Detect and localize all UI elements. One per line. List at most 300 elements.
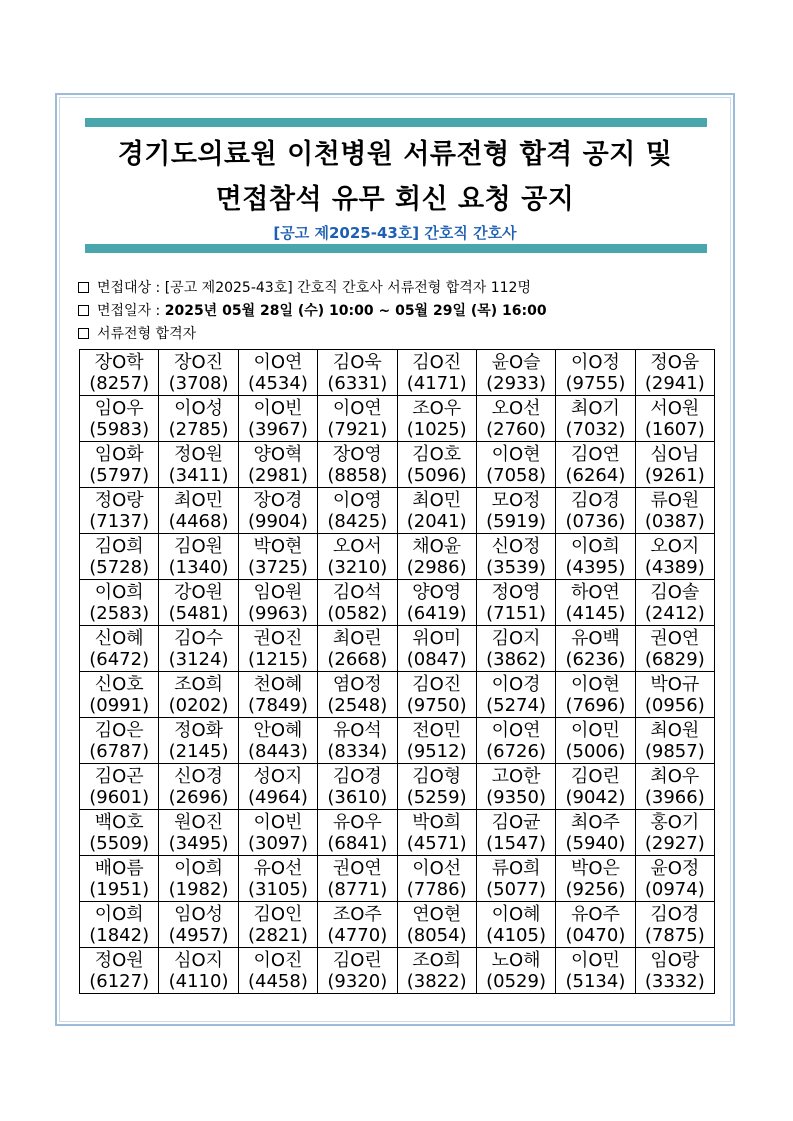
applicant-cell: [635, 534, 714, 580]
table-row: [80, 350, 715, 396]
applicant-cell: [238, 442, 317, 488]
applicant-cell: [80, 580, 159, 626]
applicant-cell: [80, 350, 159, 396]
applicant-name: 이O혜: [491, 903, 541, 925]
applicant-code: (6331): [327, 372, 388, 394]
table-row: [80, 856, 715, 902]
applicant-name: 권O진: [253, 627, 303, 649]
applicant-name: 최O주: [570, 811, 620, 833]
applicant-name: 이O빈: [253, 811, 303, 833]
applicant-cell: [397, 948, 476, 994]
applicant-name: 이O성: [174, 397, 224, 419]
applicant-cell: [80, 534, 159, 580]
applicant-cell: [397, 580, 476, 626]
table-row: [80, 764, 715, 810]
applicant-name: 이O민: [570, 719, 620, 741]
applicant-code: (2412): [644, 602, 705, 624]
applicant-name: 최O원: [650, 719, 700, 741]
applicant-code: (9512): [406, 740, 467, 762]
applicant-cell: [318, 626, 397, 672]
applicant-code: (9750): [406, 694, 467, 716]
applicant-code: (0736): [565, 510, 626, 532]
applicant-cell: [476, 350, 555, 396]
applicant-code: (8443): [248, 740, 308, 762]
applicant-code: (2041): [406, 510, 467, 532]
applicant-cell: [476, 764, 555, 810]
table-row: [80, 488, 715, 534]
applicant-cell: [80, 810, 159, 856]
applicant-code: (8334): [327, 740, 388, 762]
applicant-cell: [397, 856, 476, 902]
table-row: [80, 810, 715, 856]
applicant-name: 최O우: [650, 765, 700, 787]
info-interview-date: [78, 302, 547, 320]
applicant-name: 김O욱: [332, 351, 382, 373]
applicant-name: 성O지: [253, 765, 303, 787]
applicant-code: (3967): [248, 418, 308, 440]
applicant-code: (0387): [644, 510, 705, 532]
applicant-code: (1607): [644, 418, 705, 440]
applicant-cell: [476, 902, 555, 948]
applicant-cell: [476, 396, 555, 442]
applicant-code: (4105): [486, 924, 546, 946]
applicant-cell: [318, 580, 397, 626]
applicant-code: (4145): [565, 602, 626, 624]
applicant-code: (2668): [327, 648, 388, 670]
applicant-name: 연O현: [412, 903, 462, 925]
applicants-table: [79, 349, 715, 994]
applicant-name: 김O솔: [650, 581, 700, 603]
applicant-cell: [635, 764, 714, 810]
table-row: [80, 948, 715, 994]
applicant-cell: [476, 626, 555, 672]
applicant-cell: [238, 902, 317, 948]
applicant-name: 정O원: [174, 443, 224, 465]
applicant-name: 모O정: [491, 489, 541, 511]
applicant-cell: [159, 718, 238, 764]
applicant-code: (5940): [565, 832, 626, 854]
applicant-code: (3105): [248, 878, 308, 900]
applicant-code: (9857): [644, 740, 705, 762]
table-row: [80, 902, 715, 948]
applicant-name: 김O린: [332, 949, 382, 971]
applicant-name: 이O현: [570, 673, 620, 695]
applicant-name: 윤O정: [650, 857, 700, 879]
applicant-cell: [238, 948, 317, 994]
applicant-name: 정O움: [650, 351, 700, 373]
applicant-cell: [397, 718, 476, 764]
applicant-code: (9963): [248, 602, 308, 624]
applicant-cell: [318, 672, 397, 718]
applicant-code: (3862): [486, 648, 546, 670]
applicant-name: 이O경: [491, 673, 541, 695]
applicant-cell: [238, 764, 317, 810]
applicant-cell: [556, 350, 635, 396]
applicant-name: 임O우: [94, 397, 144, 419]
applicant-name: 정O랑: [94, 489, 144, 511]
applicant-name: 염O정: [332, 673, 382, 695]
applicant-cell: [635, 442, 714, 488]
applicant-cell: [635, 350, 714, 396]
applicant-code: (2986): [406, 556, 467, 578]
applicant-code: (9601): [89, 786, 150, 808]
applicant-cell: [397, 902, 476, 948]
applicant-cell: [80, 902, 159, 948]
applicant-cell: [397, 350, 476, 396]
applicant-code: (6127): [89, 970, 150, 992]
table-row: [80, 672, 715, 718]
applicant-name: 박O은: [570, 857, 620, 879]
applicant-cell: [80, 626, 159, 672]
applicant-name: 조O희: [412, 949, 462, 971]
applicant-cell: [80, 396, 159, 442]
checkbox-square-icon: [78, 328, 89, 339]
applicant-code: (7875): [644, 924, 705, 946]
applicant-code: (2933): [486, 372, 546, 394]
applicant-code: (9755): [565, 372, 626, 394]
applicant-name: 김O진: [412, 351, 462, 373]
applicant-cell: [238, 718, 317, 764]
applicant-code: (5481): [168, 602, 229, 624]
applicant-name: 배O름: [94, 857, 144, 879]
applicant-cell: [238, 488, 317, 534]
applicant-cell: [159, 442, 238, 488]
applicant-code: (5983): [89, 418, 150, 440]
checkbox-square-icon: [78, 305, 89, 316]
applicant-name: 김O석: [332, 581, 382, 603]
applicant-code: (6787): [89, 740, 150, 762]
applicant-code: (1547): [486, 832, 546, 854]
applicant-code: (9904): [248, 510, 308, 532]
applicant-cell: [556, 534, 635, 580]
applicant-name: 신O호: [94, 673, 144, 695]
applicant-code: (6264): [565, 464, 626, 486]
applicant-code: (6726): [486, 740, 546, 762]
applicant-code: (5728): [89, 556, 150, 578]
applicant-name: 류O희: [491, 857, 541, 879]
applicant-code: (2927): [644, 832, 705, 854]
applicant-cell: [80, 672, 159, 718]
applicant-cell: [556, 902, 635, 948]
applicant-code: (9256): [565, 878, 626, 900]
applicant-name: 조O희: [174, 673, 224, 695]
applicant-name: 장O경: [253, 489, 303, 511]
applicant-name: 김O진: [412, 673, 462, 695]
applicant-code: (2821): [248, 924, 308, 946]
applicant-name: 이O진: [253, 949, 303, 971]
applicant-cell: [556, 396, 635, 442]
applicant-cell: [80, 442, 159, 488]
applicant-cell: [556, 856, 635, 902]
applicant-cell: [318, 350, 397, 396]
applicant-name: 이O연: [491, 719, 541, 741]
applicant-cell: [238, 626, 317, 672]
applicant-cell: [318, 534, 397, 580]
applicant-code: (7151): [486, 602, 546, 624]
info-interview-target: [78, 279, 531, 297]
applicant-cell: [635, 580, 714, 626]
applicant-name: 서O원: [650, 397, 700, 419]
applicant-name: 노O해: [491, 949, 541, 971]
applicant-name: 이O희: [174, 857, 224, 879]
applicant-name: 양O혁: [253, 443, 303, 465]
applicant-cell: [476, 948, 555, 994]
applicant-cell: [635, 488, 714, 534]
applicant-code: (4110): [168, 970, 229, 992]
applicant-cell: [159, 764, 238, 810]
applicant-name: 백O호: [94, 811, 144, 833]
applicant-cell: [238, 350, 317, 396]
applicant-code: (0847): [406, 648, 467, 670]
table-row: [80, 580, 715, 626]
applicant-cell: [397, 764, 476, 810]
applicant-cell: [556, 442, 635, 488]
applicant-code: (4534): [248, 372, 308, 394]
applicant-name: 강O원: [174, 581, 224, 603]
applicant-cell: [80, 718, 159, 764]
applicant-code: (1025): [406, 418, 467, 440]
applicant-name: 최O린: [332, 627, 382, 649]
applicant-cell: [238, 580, 317, 626]
title-bar-bottom: [85, 244, 707, 253]
applicant-name: 신O경: [174, 765, 224, 787]
table-row: [80, 534, 715, 580]
applicant-cell: [159, 626, 238, 672]
applicant-code: (4964): [248, 786, 308, 808]
applicant-name: 김O수: [174, 627, 224, 649]
applicant-code: (9350): [486, 786, 546, 808]
applicant-cell: [159, 534, 238, 580]
applicant-name: 홍O기: [650, 811, 700, 833]
info-label: 면접일자 :: [97, 303, 161, 319]
applicant-name: 이O선: [412, 857, 462, 879]
applicant-cell: [159, 488, 238, 534]
applicant-cell: [159, 580, 238, 626]
applicant-cell: [238, 810, 317, 856]
applicant-name: 장O학: [94, 351, 144, 373]
applicant-name: 이O민: [570, 949, 620, 971]
applicant-name: 김O균: [491, 811, 541, 833]
applicant-cell: [80, 856, 159, 902]
applicant-name: 김O은: [94, 719, 144, 741]
applicant-name: 이O희: [94, 581, 144, 603]
applicant-cell: [556, 488, 635, 534]
applicant-code: (4468): [168, 510, 229, 532]
applicant-code: (3822): [406, 970, 467, 992]
applicant-name: 최O민: [174, 489, 224, 511]
applicant-code: (1951): [89, 878, 150, 900]
applicant-code: (3097): [248, 832, 308, 854]
applicant-name: 김O경: [570, 489, 620, 511]
applicant-name: 윤O슬: [491, 351, 541, 373]
applicant-name: 이O빈: [253, 397, 303, 419]
applicant-code: (2548): [327, 694, 388, 716]
table-row: [80, 626, 715, 672]
applicant-cell: [80, 488, 159, 534]
applicant-name: 하O연: [570, 581, 620, 603]
applicant-code: (7696): [565, 694, 626, 716]
applicant-name: 정O영: [491, 581, 541, 603]
applicant-name: 장O영: [332, 443, 382, 465]
applicant-code: (3725): [248, 556, 308, 578]
applicant-code: (7032): [565, 418, 626, 440]
notice-subtitle: [공고 제2025-43호] 간호직 간호사: [273, 224, 517, 242]
info-passed-applicants: [78, 325, 196, 343]
applicant-code: (9261): [644, 464, 705, 486]
applicant-code: (0956): [644, 694, 705, 716]
applicant-name: 유O주: [570, 903, 620, 925]
applicant-cell: [635, 948, 714, 994]
info-label: 서류전형 합격자: [97, 326, 197, 342]
applicant-name: 오O지: [650, 535, 700, 557]
applicant-code: (7137): [89, 510, 150, 532]
applicant-cell: [318, 902, 397, 948]
applicant-code: (1215): [248, 648, 308, 670]
info-value: 2025년 05월 28일 (수) 10:00 ~ 05월 29일 (목) 16:00: [164, 303, 547, 319]
applicant-name: 김O형: [412, 765, 462, 787]
applicant-cell: [556, 948, 635, 994]
applicant-name: 김O호: [412, 443, 462, 465]
applicant-cell: [238, 856, 317, 902]
applicant-name: 이O연: [332, 397, 382, 419]
applicant-code: (4957): [168, 924, 229, 946]
applicant-code: (1340): [168, 556, 229, 578]
applicant-code: (5919): [486, 510, 546, 532]
applicant-code: (6419): [406, 602, 467, 624]
applicant-name: 유O선: [253, 857, 303, 879]
table-row: [80, 718, 715, 764]
applicant-code: (1842): [89, 924, 150, 946]
title-bar-top: [85, 118, 707, 127]
applicant-cell: [159, 856, 238, 902]
applicant-cell: [397, 396, 476, 442]
applicant-code: (4571): [406, 832, 467, 854]
applicant-cell: [556, 672, 635, 718]
applicant-name: 조O주: [332, 903, 382, 925]
applicant-name: 김O곤: [94, 765, 144, 787]
applicant-name: 최O민: [412, 489, 462, 511]
applicant-name: 김O경: [332, 765, 382, 787]
applicant-cell: [318, 442, 397, 488]
applicant-name: 원O진: [174, 811, 224, 833]
table-row: [80, 442, 715, 488]
applicant-cell: [159, 672, 238, 718]
applicant-name: 임O원: [253, 581, 303, 603]
checkbox-square-icon: [78, 282, 89, 293]
applicant-code: (8858): [327, 464, 388, 486]
applicant-cell: [635, 672, 714, 718]
applicant-cell: [476, 534, 555, 580]
applicant-cell: [159, 948, 238, 994]
applicant-code: (9320): [327, 970, 388, 992]
applicant-code: (8771): [327, 878, 388, 900]
applicant-cell: [476, 672, 555, 718]
applicant-cell: [397, 488, 476, 534]
applicant-name: 김O원: [174, 535, 224, 557]
applicant-name: 최O기: [570, 397, 620, 419]
applicant-cell: [635, 902, 714, 948]
applicant-code: (2785): [168, 418, 229, 440]
info-value: [공고 제2025-43호] 간호직 간호사 서류전형 합격자 112명: [164, 280, 531, 296]
applicant-name: 임O화: [94, 443, 144, 465]
applicant-name: 채O윤: [412, 535, 462, 557]
applicant-name: 권O연: [332, 857, 382, 879]
applicant-name: 오O선: [491, 397, 541, 419]
applicant-cell: [556, 810, 635, 856]
applicant-code: (2145): [168, 740, 229, 762]
applicant-code: (5509): [89, 832, 150, 854]
applicant-code: (8257): [89, 372, 150, 394]
applicant-name: 박O희: [412, 811, 462, 833]
applicant-cell: [476, 488, 555, 534]
applicant-cell: [397, 534, 476, 580]
applicant-name: 이O희: [570, 535, 620, 557]
applicant-cell: [397, 626, 476, 672]
applicant-code: (2941): [644, 372, 705, 394]
applicant-code: (3332): [644, 970, 705, 992]
table-row: [80, 396, 715, 442]
applicant-name: 정O화: [174, 719, 224, 741]
applicant-cell: [635, 810, 714, 856]
applicant-cell: [476, 580, 555, 626]
applicant-name: 이O연: [253, 351, 303, 373]
applicant-cell: [476, 856, 555, 902]
applicant-name: 장O진: [174, 351, 224, 373]
applicant-cell: [318, 856, 397, 902]
applicant-code: (4389): [644, 556, 705, 578]
applicant-cell: [159, 902, 238, 948]
applicant-code: (2583): [89, 602, 150, 624]
applicant-code: (3124): [168, 648, 229, 670]
applicant-code: (2981): [248, 464, 308, 486]
applicant-cell: [318, 810, 397, 856]
applicant-code: (0202): [168, 694, 229, 716]
applicant-cell: [397, 672, 476, 718]
applicant-code: (6841): [327, 832, 388, 854]
applicant-cell: [635, 718, 714, 764]
applicant-name: 고O한: [491, 765, 541, 787]
applicant-name: 임O랑: [650, 949, 700, 971]
applicant-code: (3411): [168, 464, 229, 486]
applicant-cell: [476, 718, 555, 764]
applicant-code: (7849): [248, 694, 308, 716]
applicant-code: (6829): [644, 648, 705, 670]
applicant-code: (2696): [168, 786, 229, 808]
applicant-name: 이O정: [570, 351, 620, 373]
applicant-name: 안O혜: [253, 719, 303, 741]
applicant-cell: [556, 580, 635, 626]
applicant-code: (8425): [327, 510, 388, 532]
applicant-code: (5134): [565, 970, 626, 992]
applicant-name: 유O석: [332, 719, 382, 741]
applicant-cell: [476, 810, 555, 856]
applicant-code: (3495): [168, 832, 229, 854]
applicant-name: 유O우: [332, 811, 382, 833]
applicant-name: 박O규: [650, 673, 700, 695]
applicant-code: (5096): [406, 464, 467, 486]
applicant-cell: [476, 442, 555, 488]
applicant-name: 오O서: [332, 535, 382, 557]
applicant-cell: [159, 350, 238, 396]
applicant-code: (4171): [406, 372, 467, 394]
info-label: 면접대상 :: [97, 280, 161, 296]
applicant-name: 김O린: [570, 765, 620, 787]
applicant-cell: [159, 396, 238, 442]
applicant-cell: [318, 718, 397, 764]
applicant-cell: [318, 396, 397, 442]
applicant-name: 전O민: [412, 719, 462, 741]
applicant-cell: [318, 764, 397, 810]
